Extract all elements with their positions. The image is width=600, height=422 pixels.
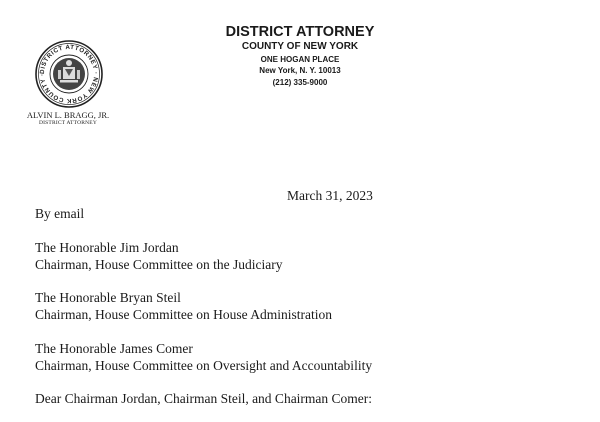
recipient-title: Chairman, House Committee on House Administration <box>35 307 332 322</box>
salutation: Dear Chairman Jordan, Chairman Steil, and Chairman Comer: <box>35 391 373 406</box>
recipient-name: The Honorable James Comer <box>35 341 193 356</box>
recipient-title: Chairman, House Committee on the Judiciary <box>35 257 283 272</box>
city-line: New York, N. Y. 10013 <box>259 66 341 75</box>
delivery-method: By email <box>35 206 85 221</box>
recipient-name: The Honorable Jim Jordan <box>35 240 179 255</box>
letter-date: March 31, 2023 <box>287 188 373 203</box>
office-heading: DISTRICT ATTORNEY <box>225 24 375 40</box>
svg-text:DISTRICT ATTORNEY · NEW YORK C: DISTRICT ATTORNEY · NEW YORK COUNTY · <box>38 43 100 105</box>
recipient-name: The Honorable Bryan Steil <box>35 290 181 305</box>
address-line: ONE HOGAN PLACE <box>260 55 340 64</box>
da-name: ALVIN L. BRAGG, JR. <box>26 110 110 120</box>
district-attorney-seal <box>35 40 103 108</box>
recipient-title: Chairman, House Committee on Oversight and Accountability <box>35 358 373 373</box>
county-heading: COUNTY OF NEW YORK <box>241 41 359 52</box>
phone-line: (212) 335-9000 <box>272 78 328 87</box>
da-title: DISTRICT ATTORNEY <box>38 120 98 126</box>
